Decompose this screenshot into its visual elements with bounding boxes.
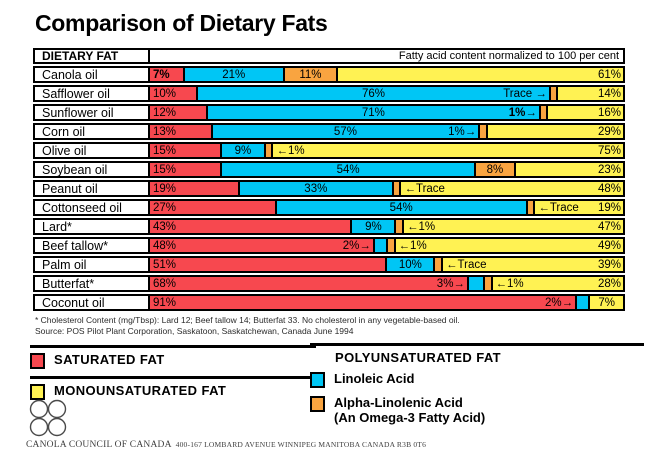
- row-bars: [148, 294, 625, 311]
- segment-label: ←1%: [276, 144, 305, 157]
- chart-row: [33, 85, 625, 102]
- bar-segment-saturated: [150, 239, 373, 252]
- bar-segment-alpha_linolenic: [478, 125, 486, 138]
- bar-segment-monounsaturated: [402, 220, 623, 233]
- segment-label: 3%→: [436, 277, 465, 290]
- footnote-source: Source: POS Pilot Plant Corporation, Saskatoon, Saskatchewan, Canada June 1994: [35, 325, 354, 336]
- segment-label: 43%: [153, 220, 177, 233]
- legend-label-line1: Alpha-Linolenic Acid: [334, 395, 463, 410]
- bar-segment-saturated: [150, 258, 385, 271]
- bar-segment-alpha_linolenic: [539, 106, 547, 119]
- segment-label: 68%: [153, 277, 177, 290]
- legend-label: SATURATED FAT: [54, 352, 165, 367]
- bar-segment-monounsaturated: [399, 182, 623, 195]
- segment-label: Trace →: [503, 87, 547, 100]
- segment-label: 7%: [598, 296, 615, 309]
- bar-segment-saturated: [150, 125, 211, 138]
- chart-row: [33, 66, 625, 83]
- row-label: Sunflower oil: [33, 104, 150, 121]
- legend-heading-polyunsaturated: POLYUNSATURATED FAT: [335, 350, 502, 365]
- row-label: Canola oil: [33, 66, 150, 83]
- bar-segment-monounsaturated: [514, 163, 623, 176]
- bar-segment-linoleic: [196, 87, 549, 100]
- row-bars: [148, 256, 625, 273]
- bar-segment-alpha_linolenic: [433, 258, 441, 271]
- footer-org: CANOLA COUNCIL OF CANADA: [26, 440, 172, 450]
- bar-segment-monounsaturated: [271, 144, 623, 157]
- bar-segment-alpha_linolenic: [392, 182, 400, 195]
- segment-label: ←1%: [495, 277, 524, 290]
- bar-segment-alpha_linolenic: [483, 277, 491, 290]
- segment-label: 1%→: [508, 106, 537, 119]
- legend-label: [334, 395, 485, 425]
- segment-label: 28%: [597, 277, 621, 290]
- alpha-linolenic-acid-swatch: [310, 396, 325, 412]
- bar-segment-alpha_linolenic: [264, 144, 272, 157]
- segment-label: 13%: [153, 125, 177, 138]
- legend-item-alpha-linolenic: [310, 395, 644, 425]
- segment-label: 33%: [304, 182, 328, 195]
- footer-address: 400-167 LOMBARD AVENUE WINNIPEG MANITOBA CANADA R3B 0T6: [175, 440, 427, 449]
- row-bars: [148, 218, 625, 235]
- bar-segment-monounsaturated: [588, 296, 623, 309]
- row-label: Olive oil: [33, 142, 150, 159]
- segment-label: 29%: [597, 125, 621, 138]
- segment-label: 51%: [153, 258, 177, 271]
- bar-segment-saturated: [150, 163, 220, 176]
- bar-segment-saturated: [150, 296, 575, 309]
- bar-segment-linoleic: [220, 163, 474, 176]
- row-bars: [148, 85, 625, 102]
- bar-segment-linoleic: [275, 201, 526, 214]
- segment-label: 8%: [486, 163, 504, 176]
- segment-label: 75%: [597, 144, 621, 157]
- bar-segment-linoleic: [575, 296, 588, 309]
- segment-label: 1%→: [448, 125, 477, 138]
- segment-label: 91%: [153, 296, 177, 309]
- row-label: Butterfat*: [33, 275, 150, 292]
- bar-segment-linoleic: [238, 182, 392, 195]
- segment-label: ←1%: [406, 220, 436, 233]
- chart-row: [33, 199, 625, 216]
- legend-right-column: [310, 343, 644, 432]
- bar-segment-alpha_linolenic: [526, 201, 534, 214]
- bar-segment-saturated: [150, 106, 206, 119]
- canola-council-logo-icon: [26, 398, 70, 438]
- row-bars: [148, 142, 625, 159]
- segment-label: 61%: [597, 68, 621, 81]
- row-bars: [148, 161, 625, 178]
- segment-label: 10%: [398, 258, 422, 271]
- page-title: Comparison of Dietary Fats: [35, 10, 328, 36]
- segment-label: 48%: [597, 182, 621, 195]
- chart-row: [33, 275, 625, 292]
- segment-label: 12%: [153, 106, 177, 119]
- segment-label: 39%: [597, 258, 621, 271]
- bar-segment-saturated: [150, 201, 275, 214]
- segment-label: 11%: [299, 68, 322, 81]
- row-bars: [148, 104, 625, 121]
- segment-label: 48%: [153, 239, 177, 252]
- segment-label: 47%: [597, 220, 621, 233]
- legend-item-monounsaturated: [30, 383, 316, 400]
- legend-divider: [30, 376, 316, 379]
- bar-segment-linoleic: [373, 239, 386, 252]
- row-bars: [148, 237, 625, 254]
- bar-segment-monounsaturated: [486, 125, 623, 138]
- bar-segment-saturated: [150, 144, 220, 157]
- bar-segment-alpha_linolenic: [394, 220, 402, 233]
- bar-segment-alpha_linolenic: [283, 68, 336, 81]
- segment-label: 9%: [365, 220, 382, 233]
- legend-divider: [310, 343, 644, 346]
- row-label: Lard*: [33, 218, 150, 235]
- legend-item-saturated: [30, 352, 316, 369]
- segment-label: 54%: [389, 201, 413, 214]
- bar-segment-monounsaturated: [394, 239, 623, 252]
- footer-address-line: [26, 434, 426, 452]
- bar-segment-linoleic: [211, 125, 479, 138]
- header-normalized-note: Fatty acid content normalized to 100 per cent: [148, 48, 625, 64]
- segment-label: 71%: [361, 106, 385, 119]
- segment-label: ←Trace: [404, 182, 445, 195]
- row-bars: [148, 275, 625, 292]
- chart-row: [33, 237, 625, 254]
- bar-segment-saturated: [150, 87, 196, 100]
- row-label: Palm oil: [33, 256, 150, 273]
- row-label: Peanut oil: [33, 180, 150, 197]
- chart-rows: [33, 66, 625, 311]
- row-label: Coconut oil: [33, 294, 150, 311]
- segment-label: 19%: [153, 182, 177, 195]
- bar-segment-saturated: [150, 277, 467, 290]
- segment-label: 15%: [153, 144, 177, 157]
- bar-segment-saturated: [150, 220, 350, 233]
- footnote-block: [35, 315, 460, 336]
- legend-left-column: [30, 345, 316, 407]
- bar-segment-monounsaturated: [546, 106, 623, 119]
- bar-segment-linoleic: [350, 220, 394, 233]
- bar-segment-monounsaturated: [441, 258, 623, 271]
- segment-label: 9%: [234, 144, 252, 157]
- segment-label: 76%: [361, 87, 386, 100]
- legend-label: MONOUNSATURATED FAT: [54, 383, 227, 398]
- segment-label: 2%→: [342, 239, 371, 252]
- chart-header-row: [33, 48, 625, 64]
- segment-label: 21%: [222, 68, 246, 81]
- chart-row: [33, 123, 625, 140]
- bar-segment-alpha_linolenic: [386, 239, 394, 252]
- legend-label: Linoleic Acid: [334, 371, 415, 386]
- chart-row: [33, 142, 625, 159]
- bar-segment-alpha_linolenic: [474, 163, 513, 176]
- legend-item-linoleic: [310, 371, 644, 388]
- bar-segment-monounsaturated: [491, 277, 624, 290]
- segment-label: 27%: [153, 201, 177, 214]
- bar-segment-linoleic: [206, 106, 539, 119]
- chart-row: [33, 218, 625, 235]
- row-label: Cottonseed oil: [33, 199, 150, 216]
- row-label: Soybean oil: [33, 161, 150, 178]
- linoleic-acid-swatch: [310, 372, 325, 388]
- segment-label: 54%: [336, 163, 360, 176]
- bar-segment-saturated: [150, 182, 238, 195]
- row-label: Safflower oil: [33, 85, 150, 102]
- header-dietary-fat: DIETARY FAT: [33, 48, 150, 64]
- segment-label: 15%: [153, 163, 177, 176]
- bar-segment-monounsaturated: [533, 201, 623, 214]
- row-label: Corn oil: [33, 123, 150, 140]
- bar-segment-alpha_linolenic: [549, 87, 557, 100]
- segment-label: 10%: [153, 87, 177, 100]
- bar-segment-linoleic: [385, 258, 433, 271]
- row-bars: [148, 123, 625, 140]
- bar-segment-linoleic: [220, 144, 264, 157]
- bar-segment-linoleic: [183, 68, 283, 81]
- segment-label: ←Trace: [446, 258, 487, 271]
- segment-label: 16%: [597, 106, 621, 119]
- segment-label: ←Trace: [538, 201, 579, 214]
- legend-label-line2: (An Omega-3 Fatty Acid): [334, 410, 486, 425]
- chart-row: [33, 104, 625, 121]
- segment-label: 7%: [153, 68, 170, 81]
- segment-label: ←1%: [398, 239, 427, 252]
- row-label: Beef tallow*: [33, 237, 150, 254]
- legend-divider: [30, 345, 316, 348]
- segment-label: 19%: [597, 201, 621, 214]
- row-bars: [148, 66, 625, 83]
- row-bars: [148, 180, 625, 197]
- bar-segment-monounsaturated: [336, 68, 623, 81]
- segment-label: 2%→: [544, 296, 574, 309]
- saturated-fat-swatch: [30, 353, 45, 369]
- bar-segment-saturated: [150, 68, 183, 81]
- chart-row: [33, 294, 625, 311]
- dietary-fats-chart: [33, 48, 625, 313]
- segment-label: 23%: [597, 163, 621, 176]
- footnote-cholesterol: * Cholesterol Content (mg/Tbsp): Lard 12; Beef tallow 14; Butterfat 33. No cholesterol in any vegetable-based oil.: [35, 315, 460, 325]
- chart-row: [33, 180, 625, 197]
- segment-label: 57%: [333, 125, 357, 138]
- chart-row: [33, 256, 625, 273]
- bar-segment-linoleic: [467, 277, 483, 290]
- bar-segment-monounsaturated: [556, 87, 623, 100]
- segment-label: 14%: [597, 87, 621, 100]
- segment-label: 49%: [597, 239, 622, 252]
- chart-row: [33, 161, 625, 178]
- row-bars: [148, 199, 625, 216]
